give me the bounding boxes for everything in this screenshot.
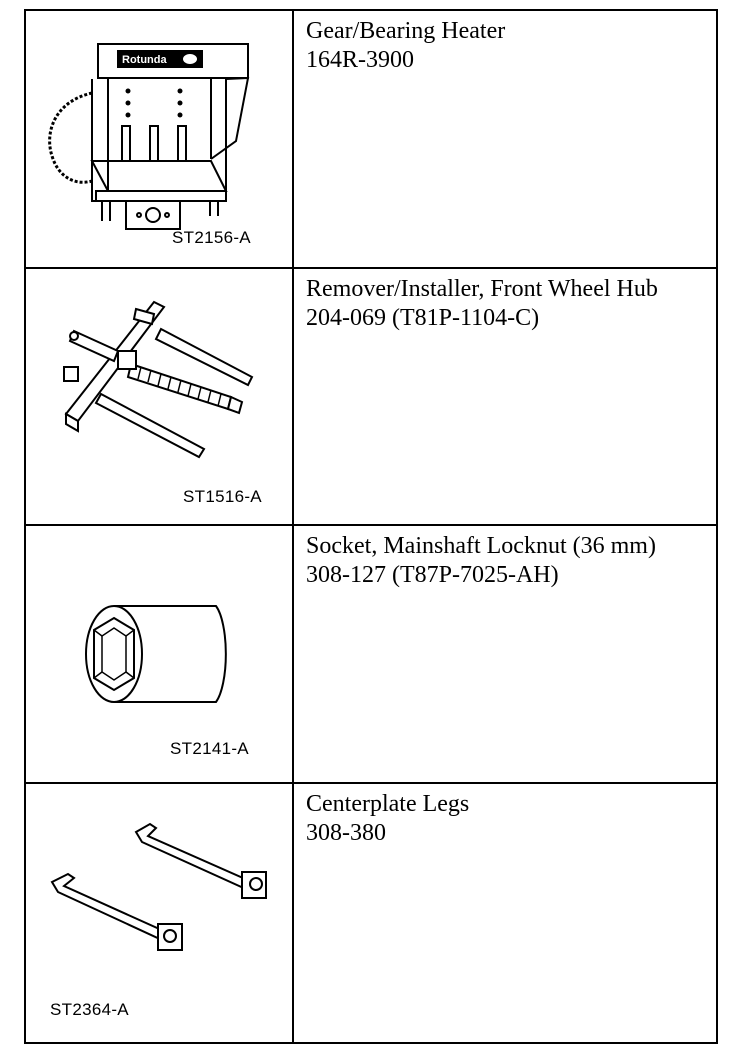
table-row <box>25 10 717 268</box>
illustration-code: ST2141-A <box>170 739 249 758</box>
part-number: 308-127 (T87P-7025-AH) <box>306 562 559 588</box>
tool-name: Gear/Bearing Heater <box>306 18 506 44</box>
socket-icon <box>26 526 292 776</box>
illustration-cell <box>25 783 293 1043</box>
illustration-code: ST2156-A <box>172 228 251 247</box>
part-number: 204-069 (T81P-1104-C) <box>306 305 540 331</box>
illustration-cell <box>25 268 293 525</box>
description-cell <box>293 268 717 525</box>
table-row <box>25 525 717 783</box>
table-row <box>25 783 717 1043</box>
description-cell <box>293 525 717 783</box>
tool-name: Remover/Installer, Front Wheel Hub <box>306 276 658 302</box>
part-number: 164R-3900 <box>306 47 414 73</box>
wheel-hub-puller-icon <box>26 269 292 518</box>
tool-name: Socket, Mainshaft Locknut (36 mm) <box>306 533 656 559</box>
rotunda-logo: Rotunda <box>122 54 167 66</box>
illustration-code: ST1516-A <box>183 487 262 506</box>
description-cell <box>293 783 717 1043</box>
illustration-cell <box>25 525 293 783</box>
illustration-code: ST2364-A <box>50 1000 129 1019</box>
part-number: 308-380 <box>306 820 386 846</box>
table-row <box>25 268 717 525</box>
illustration-cell <box>25 10 293 268</box>
description-cell <box>293 10 717 268</box>
special-tools-table <box>24 9 718 1044</box>
bearing-heater-icon <box>26 11 292 261</box>
tool-name: Centerplate Legs <box>306 791 470 817</box>
centerplate-legs-icon <box>26 784 292 1036</box>
